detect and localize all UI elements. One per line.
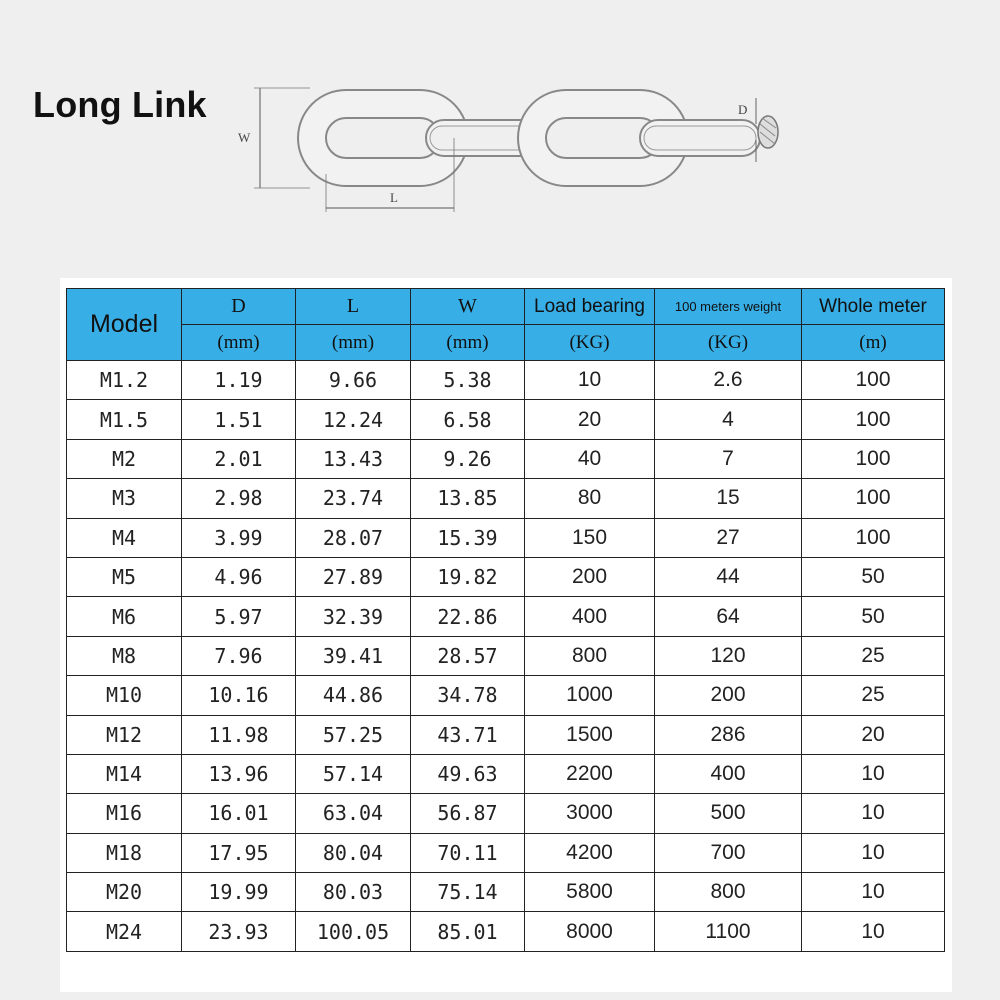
cell-whole-meter: 100 [802,361,945,400]
cell-weight-100m: 120 [655,636,802,675]
cell-model: M16 [67,794,182,833]
cell-weight-100m: 44 [655,557,802,596]
table-row [67,557,945,596]
table-row [67,597,945,636]
table-row [67,676,945,715]
cell-l: 13.43 [296,439,411,478]
cell-l: 57.25 [296,715,411,754]
cell-load-bearing: 150 [525,518,655,557]
table-row [67,833,945,872]
cell-weight-100m: 64 [655,597,802,636]
cell-load-bearing: 40 [525,439,655,478]
cell-l: 27.89 [296,557,411,596]
cell-w: 70.11 [411,833,525,872]
cell-w: 56.87 [411,794,525,833]
cell-d: 10.16 [182,676,296,715]
cell-l: 23.74 [296,479,411,518]
cell-weight-100m: 700 [655,833,802,872]
cell-load-bearing: 800 [525,636,655,675]
cell-w: 9.26 [411,439,525,478]
cell-weight-100m: 2.6 [655,361,802,400]
table-row [67,479,945,518]
cell-w: 19.82 [411,557,525,596]
cell-whole-meter: 10 [802,754,945,793]
cell-whole-meter: 10 [802,873,945,912]
cell-model: M4 [67,518,182,557]
spec-table [66,288,945,952]
table-row [67,912,945,951]
cell-model: M20 [67,873,182,912]
cell-w: 28.57 [411,636,525,675]
cell-model: M5 [67,557,182,596]
cell-l: 100.05 [296,912,411,951]
cell-whole-meter: 20 [802,715,945,754]
cell-load-bearing: 1000 [525,676,655,715]
cell-w: 5.38 [411,361,525,400]
cell-load-bearing: 5800 [525,873,655,912]
cell-d: 11.98 [182,715,296,754]
cell-model: M1.5 [67,400,182,439]
cell-whole-meter: 50 [802,597,945,636]
cell-w: 75.14 [411,873,525,912]
cell-whole-meter: 10 [802,833,945,872]
cell-load-bearing: 200 [525,557,655,596]
table-row [67,754,945,793]
cell-d: 5.97 [182,597,296,636]
cell-d: 1.19 [182,361,296,400]
table-row [67,715,945,754]
cell-load-bearing: 20 [525,400,655,439]
dimension-w-label: W [238,130,251,145]
header-load-bearing: Load bearing [525,289,655,325]
unit-load-bearing: (KG) [525,325,655,361]
cell-weight-100m: 500 [655,794,802,833]
cell-load-bearing: 400 [525,597,655,636]
cell-whole-meter: 100 [802,400,945,439]
cell-l: 63.04 [296,794,411,833]
cell-l: 28.07 [296,518,411,557]
cell-whole-meter: 25 [802,676,945,715]
cell-whole-meter: 50 [802,557,945,596]
spec-table-card [60,278,952,992]
cell-l: 44.86 [296,676,411,715]
cell-weight-100m: 4 [655,400,802,439]
cell-l: 9.66 [296,361,411,400]
unit-whole-meter: (m) [802,325,945,361]
unit-d: (mm) [182,325,296,361]
cell-weight-100m: 1100 [655,912,802,951]
cell-whole-meter: 100 [802,518,945,557]
cell-model: M24 [67,912,182,951]
cell-weight-100m: 7 [655,439,802,478]
table-row [67,518,945,557]
cell-d: 16.01 [182,794,296,833]
cell-model: M10 [67,676,182,715]
cell-w: 49.63 [411,754,525,793]
unit-w: (mm) [411,325,525,361]
cell-model: M12 [67,715,182,754]
cell-model: M18 [67,833,182,872]
cell-w: 6.58 [411,400,525,439]
cell-weight-100m: 800 [655,873,802,912]
cell-l: 32.39 [296,597,411,636]
cell-load-bearing: 80 [525,479,655,518]
cell-w: 15.39 [411,518,525,557]
cell-model: M2 [67,439,182,478]
header-model: Model [67,289,182,361]
cell-w: 13.85 [411,479,525,518]
header-w: W [411,289,525,325]
cell-d: 3.99 [182,518,296,557]
cell-weight-100m: 27 [655,518,802,557]
header-100m-weight: 100 meters weight [655,289,802,325]
table-row [67,439,945,478]
cell-weight-100m: 200 [655,676,802,715]
table-row [67,636,945,675]
header-whole-meter: Whole meter [802,289,945,325]
cell-d: 13.96 [182,754,296,793]
table-row [67,873,945,912]
cell-weight-100m: 286 [655,715,802,754]
cell-l: 12.24 [296,400,411,439]
dimension-d-label: D [738,102,748,117]
cell-model: M1.2 [67,361,182,400]
cell-whole-meter: 10 [802,794,945,833]
cell-l: 39.41 [296,636,411,675]
header-d: D [182,289,296,325]
cell-load-bearing: 10 [525,361,655,400]
cell-d: 17.95 [182,833,296,872]
cell-l: 57.14 [296,754,411,793]
unit-l: (mm) [296,325,411,361]
cell-load-bearing: 3000 [525,794,655,833]
cell-d: 2.98 [182,479,296,518]
cell-weight-100m: 400 [655,754,802,793]
table-row [67,794,945,833]
table-body [67,361,945,952]
cell-weight-100m: 15 [655,479,802,518]
cell-l: 80.03 [296,873,411,912]
cell-w: 43.71 [411,715,525,754]
cell-load-bearing: 1500 [525,715,655,754]
cell-load-bearing: 2200 [525,754,655,793]
cell-w: 22.86 [411,597,525,636]
page-title: Long Link [33,84,207,125]
cell-load-bearing: 4200 [525,833,655,872]
cell-d: 7.96 [182,636,296,675]
header-l: L [296,289,411,325]
unit-100m-weight: (KG) [655,325,802,361]
table-row [67,361,945,400]
cell-d: 23.93 [182,912,296,951]
cell-whole-meter: 10 [802,912,945,951]
cell-w: 34.78 [411,676,525,715]
cell-d: 1.51 [182,400,296,439]
chain-link-diagram [230,78,790,218]
cell-d: 19.99 [182,873,296,912]
cell-whole-meter: 100 [802,479,945,518]
cell-model: M8 [67,636,182,675]
cell-w: 85.01 [411,912,525,951]
cell-whole-meter: 25 [802,636,945,675]
cell-d: 2.01 [182,439,296,478]
cell-whole-meter: 100 [802,439,945,478]
cell-d: 4.96 [182,557,296,596]
cell-load-bearing: 8000 [525,912,655,951]
cell-l: 80.04 [296,833,411,872]
cell-model: M14 [67,754,182,793]
cell-model: M3 [67,479,182,518]
cell-model: M6 [67,597,182,636]
table-row [67,400,945,439]
dimension-l-label: L [390,190,398,205]
